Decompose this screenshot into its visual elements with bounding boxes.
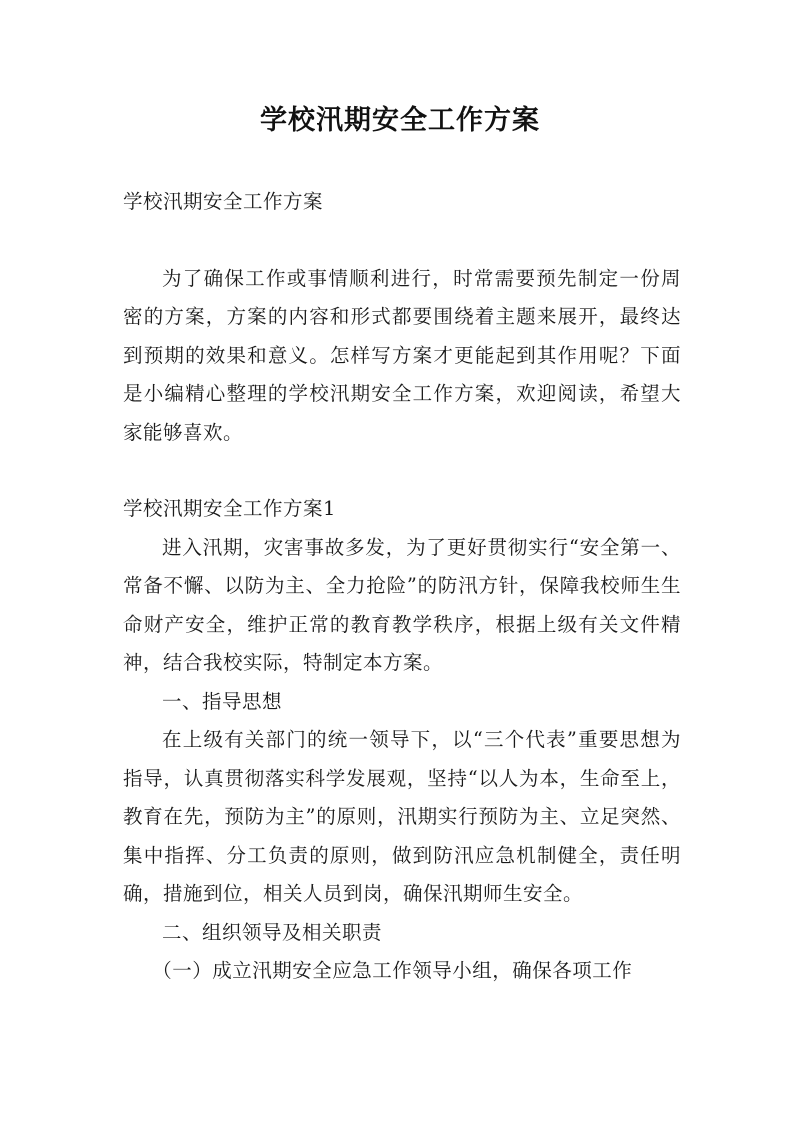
document-title: 学校汛期安全工作方案: [260, 105, 540, 136]
doc-subtitle: 学校汛期安全工作方案: [123, 190, 324, 213]
section-title-plan-1: 学校汛期安全工作方案1: [123, 497, 336, 520]
plan-1-intro-paragraph: 进入汛期，灾害事故多发，为了更好贯彻实行“安全第一、常备不懈、以防为主、全力抢险”的防汛方针，保障我校师生生命财产安全，维护正常的教育教学秩序，根据上级有关文件精神，结合我校实际，特制定本方案。: [123, 535, 681, 674]
intro-paragraph: 为了确保工作或事情顺利进行，时常需要预先制定一份周密的方案，方案的内容和形式都要围绕着主题来展开，最终达到预期的效果和意义。怎样写方案才更能起到其作用呢？下面是小编精心整理的学校汛期安全工作方案，欢迎阅读，希望大家能够喜欢。: [123, 266, 681, 444]
heading-organization-leadership: 二、组织领导及相关职责: [162, 920, 383, 944]
heading-guiding-ideology: 一、指导思想: [162, 689, 283, 713]
document-body: [123, 183, 681, 991]
subheading-emergency-group: （一）成立汛期安全应急工作领导小组，确保各项工作: [152, 959, 633, 982]
guiding-ideology-paragraph: 在上级有关部门的统一领导下，以“三个代表”重要思想为指导，认真贯彻落实科学发展观，坚持“以人为本，生命至上，教育在先，预防为主”的原则，汛期实行预防为主、立足突然、集中指挥、分工负责的原则，做到防汛应急机制健全，责任明确，措施到位，相关人员到岗，确保汛期师生安全。: [123, 728, 681, 905]
